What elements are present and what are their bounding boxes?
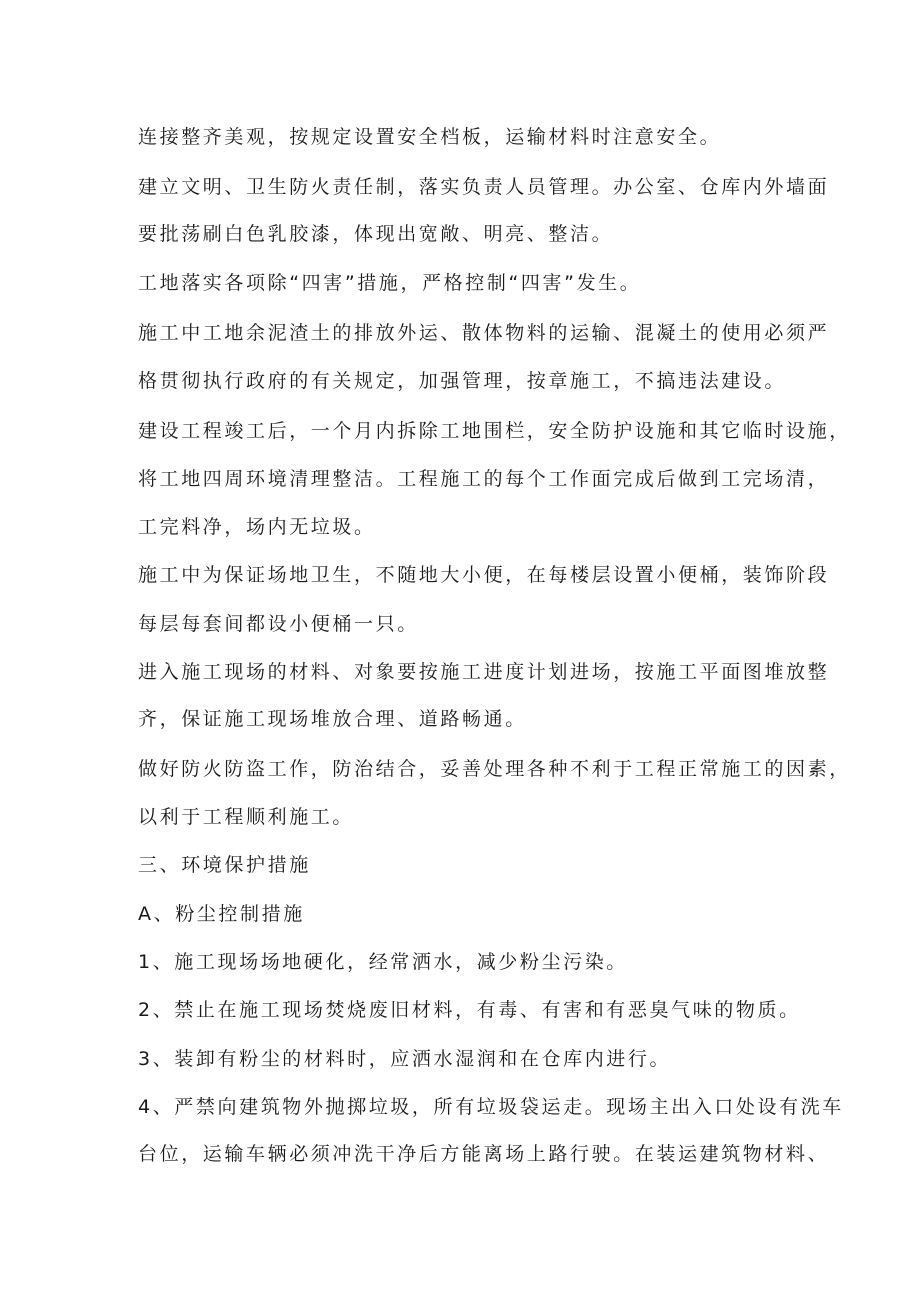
list-item: 1、施工现场场地硬化，经常洒水，减少粉尘污染。 — [138, 951, 628, 973]
text-line: 以利于工程顺利施工。 — [138, 806, 355, 828]
text-line: 将工地四周环境清理整洁。工程施工的每个工作面完成后做到工完场清， — [138, 468, 830, 490]
text-line: 进入施工现场的材料、对象要按施工进度计划进场，按施工平面图堆放整 — [138, 661, 830, 683]
text-line: 建设工程竣工后，一个月内拆除工地围栏，安全防护设施和其它临时设施， — [138, 420, 851, 442]
text-line: 工地落实各项除“四害”措施，严格控制“四害”发生。 — [138, 272, 642, 294]
text-line: 建立文明、卫生防火责任制，落实负责人员管理。办公室、仓库内外墙面 — [138, 176, 830, 198]
list-item: 2、禁止在施工现场焚烧废旧材料，有毒、有害和有恶臭气味的物质。 — [138, 999, 801, 1021]
text-line: 施工中为保证场地卫生，不随地大小便，在每楼层设置小便桶，装饰阶段 — [138, 564, 830, 586]
text-line: 格贯彻执行政府的有关规定，加强管理，按章施工，不搞违法建设。 — [138, 370, 787, 392]
text-line: 齐，保证施工现场堆放合理、道路畅通。 — [138, 708, 527, 730]
text-line: 每层每套间都设小便桶一只。 — [138, 613, 419, 635]
section-heading: 三、环境保护措施 — [138, 854, 311, 876]
subsection-heading: A、粉尘控制措施 — [138, 903, 305, 925]
list-item: 4、严禁向建筑物外抛掷垃圾，所有垃圾袋运走。现场主出入口处设有洗车 — [138, 1096, 844, 1118]
list-item: 3、装卸有粉尘的材料时，应洒水湿润和在仓库内进行。 — [138, 1048, 672, 1070]
text-line: 要批荡刷白色乳胶漆，体现出宽敞、明亮、整洁。 — [138, 223, 614, 245]
text-line: 施工中工地余泥渣土的排放外运、散体物料的运输、混凝土的使用必须严 — [138, 322, 830, 344]
text-line: 台位，运输车辆必须冲洗干净后方能离场上路行驶。在装运建筑物材料、 — [138, 1143, 830, 1165]
text-line: 工完料净，场内无垃圾。 — [138, 516, 376, 538]
text-line: 做好防火防盗工作，防治结合，妥善处理各种不利于工程正常施工的因素， — [138, 758, 851, 780]
text-line: 连接整齐美观，按规定设置安全档板，运输材料时注意安全。 — [138, 126, 722, 148]
